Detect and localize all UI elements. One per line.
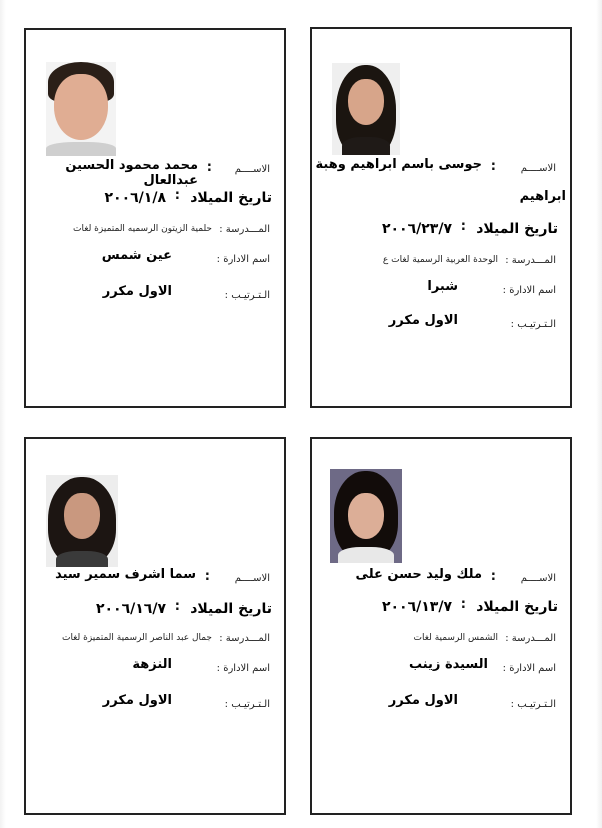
rank-label: الـتـرتيـب : xyxy=(510,319,556,330)
school-label: المـــدرسة : xyxy=(505,633,556,644)
name-colon: : xyxy=(206,160,212,175)
student-name: محمد محمود الحسين عبدالعال xyxy=(65,158,198,188)
admin-value: شبرا xyxy=(427,279,458,294)
birth-date-label: تاريخ الميلاد xyxy=(476,221,558,237)
student-card-1 xyxy=(310,27,572,408)
school-value: جمال عبد الناصر الرسمية المتميزة لغات xyxy=(61,633,212,643)
rank-value: الاول مكرر xyxy=(102,284,172,299)
birth-date-value: ٢٠٠٦/١/٨ xyxy=(104,190,166,206)
school-value: حلمية الزيتون الرسميه المتميزة لغات xyxy=(73,224,212,234)
rank-value: الاول مكرر xyxy=(388,313,458,328)
birth-colon: : xyxy=(460,597,466,612)
rank-label: الـتـرتيـب : xyxy=(224,699,270,710)
admin-label: اسم الادارة : xyxy=(216,663,270,674)
birth-colon: : xyxy=(174,599,180,614)
birth-date-value: ٢٠٠٦/١٣/٧ xyxy=(381,599,452,615)
admin-label: اسم الادارة : xyxy=(502,663,556,674)
admin-value: السيدة زينب xyxy=(408,657,488,672)
student-photo xyxy=(332,63,400,155)
school-label: المـــدرسة : xyxy=(219,633,270,644)
student-photo xyxy=(330,469,402,563)
student-photo xyxy=(46,475,118,567)
birth-colon: : xyxy=(460,219,466,234)
admin-label: اسم الادارة : xyxy=(216,254,270,265)
student-name: سما اشرف سمير سيد xyxy=(55,567,196,582)
birth-date-label: تاريخ الميلاد xyxy=(476,599,558,615)
admin-value: عين شمس xyxy=(101,248,172,263)
school-value: الوحدة العربية الرسمية لغات ع xyxy=(382,255,498,265)
name-colon: : xyxy=(490,569,496,584)
name-label: الاســــم xyxy=(520,573,556,584)
name-colon: : xyxy=(490,159,496,174)
school-value: الشمس الرسمية لغات xyxy=(413,633,498,643)
birth-date-label: تاريخ الميلاد xyxy=(190,190,272,206)
name-label: الاســــم xyxy=(520,163,556,174)
name-label: الاســــم xyxy=(234,164,270,175)
birth-date-value: ٢٠٠٦/١٦/٧ xyxy=(95,601,166,617)
school-label: المـــدرسة : xyxy=(219,224,270,235)
rank-label: الـتـرتيـب : xyxy=(224,290,270,301)
name-colon: : xyxy=(204,569,210,584)
admin-label: اسم الادارة : xyxy=(502,285,556,296)
student-card-2 xyxy=(24,28,286,408)
rank-label: الـتـرتيـب : xyxy=(510,699,556,710)
birth-date-value: ٢٠٠٦/٢٣/٧ xyxy=(381,221,452,237)
birth-colon: : xyxy=(174,188,180,203)
student-photo xyxy=(46,62,116,156)
rank-value: الاول مكرر xyxy=(388,693,458,708)
student-card-3 xyxy=(310,437,572,815)
school-label: المـــدرسة : xyxy=(505,255,556,266)
student-card-4 xyxy=(24,437,286,815)
admin-value: النزهة xyxy=(132,657,172,672)
student-name-continued: ابراهيم xyxy=(519,189,566,204)
birth-date-label: تاريخ الميلاد xyxy=(190,601,272,617)
name-label: الاســــم xyxy=(234,573,270,584)
rank-value: الاول مكرر xyxy=(102,693,172,708)
student-name: ملك وليد حسن على xyxy=(355,567,482,582)
student-name: جوسى باسم ابراهيم وهبة xyxy=(315,157,482,172)
